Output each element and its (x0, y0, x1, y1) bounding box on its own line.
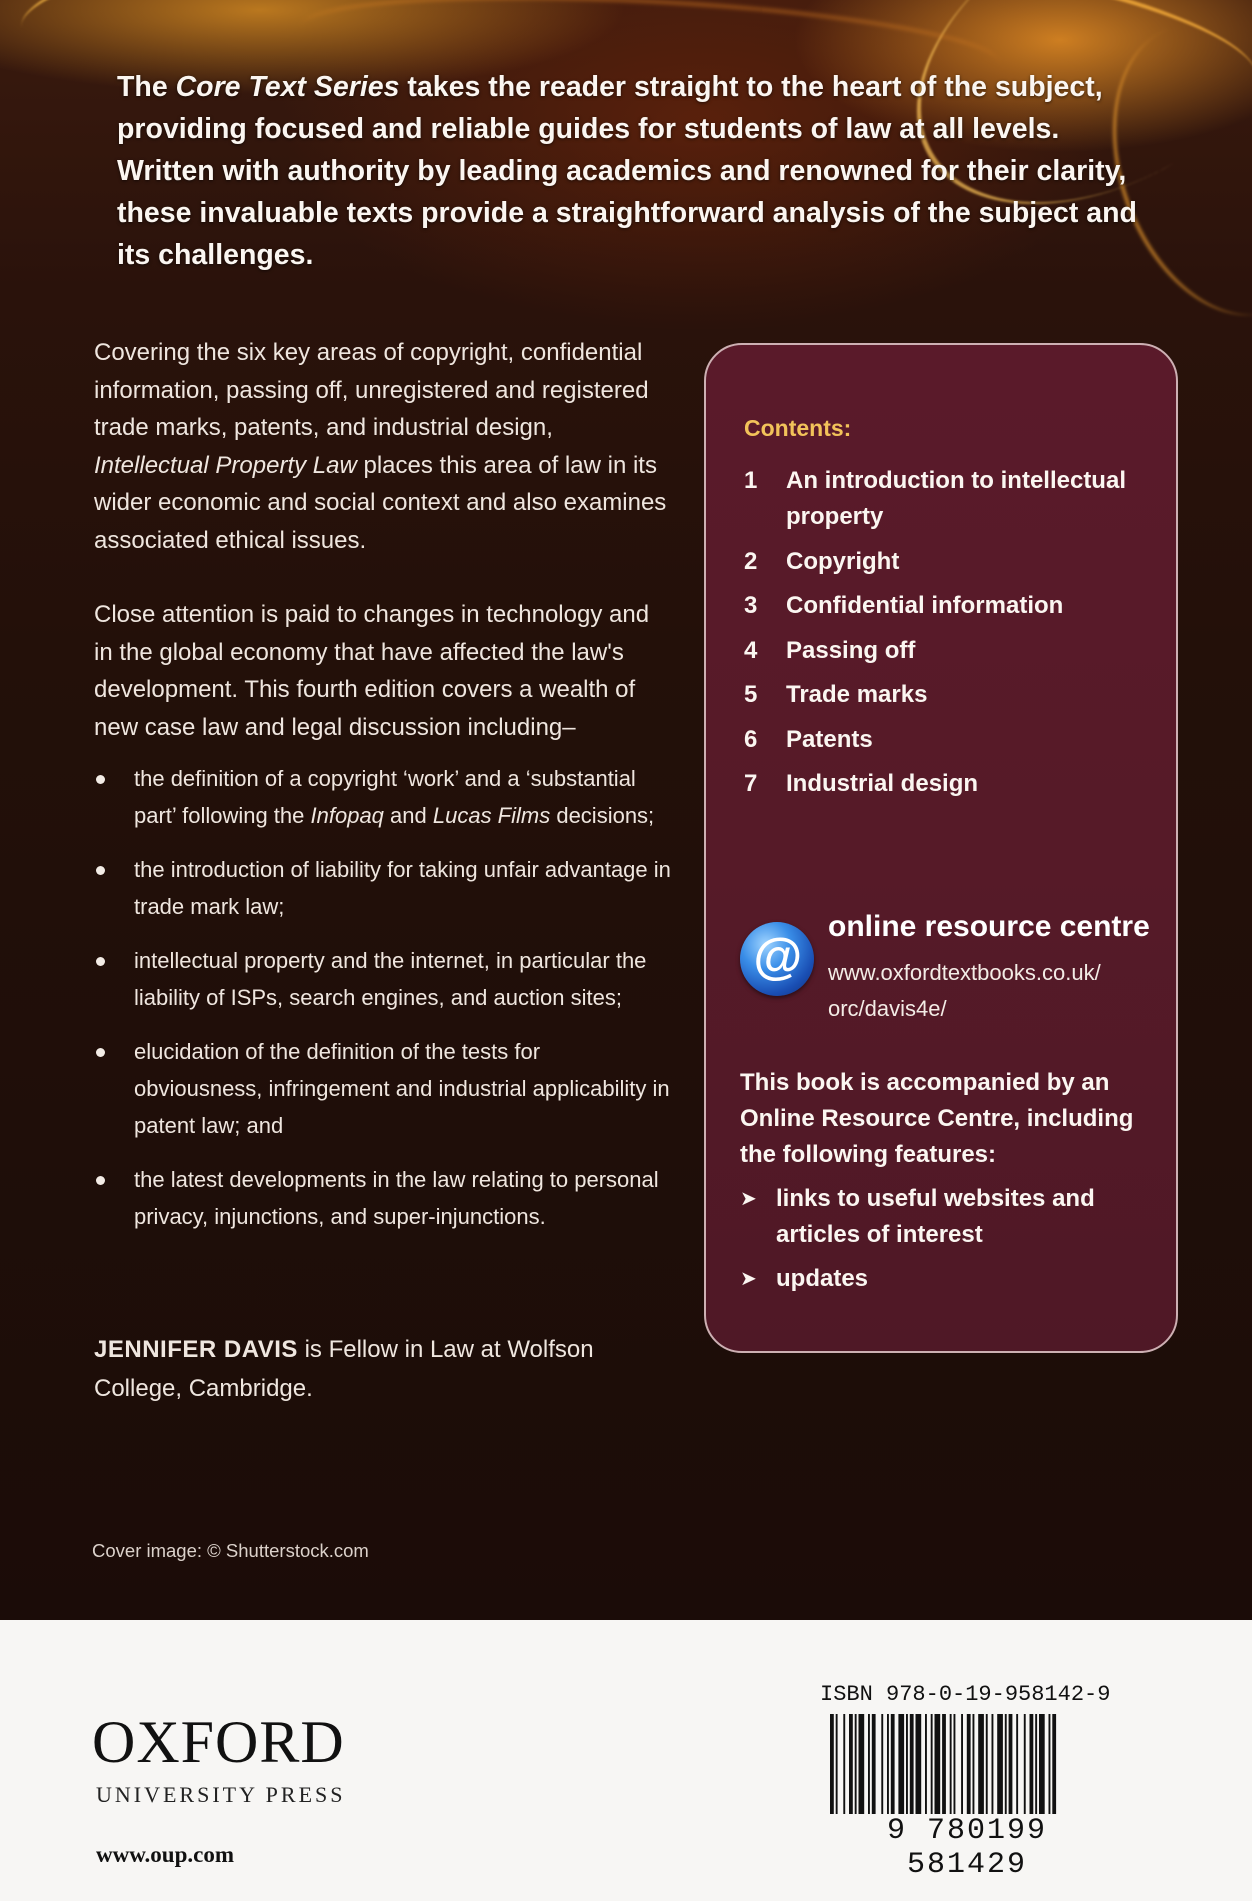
arrow-bullet-icon: ➤ (740, 1188, 757, 1210)
contents-title: Contents: (744, 415, 852, 441)
bullet-icon (96, 1048, 105, 1057)
book-title: Intellectual Property Law (94, 451, 357, 479)
list-item: ➤ updates (740, 1261, 1160, 1297)
bullet-list (94, 760, 674, 1235)
isbn-label: ISBN 978-0-19-958142-9 (820, 1682, 1111, 1707)
list-item: the definition of a copyright ‘work’ and a ‘substantial part’ following the Infopaq and Lucas Films decisions; (94, 760, 674, 834)
bullet-icon (96, 1176, 105, 1185)
list-item: the latest developments in the law relating to personal privacy, injunctions, and super-injunctions. (94, 1161, 674, 1235)
list-item: 6 Patents (744, 725, 873, 753)
bullet-icon (96, 775, 105, 784)
contents-panel (704, 343, 1178, 1353)
online-resource-centre (740, 910, 1160, 1030)
bullet-icon (96, 866, 105, 875)
description-paragraph-2: Close attention is paid to changes in technology and in the global economy that have affected the law's development. This fourth edition covers a wealth of new case law and legal discussion including– (94, 601, 650, 741)
list-item: 5 Trade marks (744, 681, 928, 708)
author-name: JENNIFER DAVIS (94, 1336, 298, 1363)
list-item: 7 Industrial design (744, 770, 979, 797)
orc-url: www.oxfordtextbooks.co.uk/ orc/davis4e/ (828, 960, 1101, 1021)
description-paragraph-1: Covering the six key areas of copyright, confidential information, passing off, unregistered and registered trade marks, patents, and industrial design, Intellectual Property Law places this area of law in its wider economic and social context and also examines associated ethical issues. (94, 339, 667, 554)
list-item: 2 Copyright (744, 547, 900, 575)
contents-list (744, 463, 1164, 811)
orc-description: This book is accompanied by an Online Resource Centre, including the following features: (740, 1069, 1134, 1168)
orc-title: online resource centre (828, 910, 1150, 943)
book-description (94, 334, 674, 1252)
at-sign-icon: @ (740, 922, 814, 996)
publisher-subtitle: UNIVERSITY PRESS (96, 1782, 346, 1807)
publisher-logo: OXFORD (92, 1709, 345, 1775)
feature-list (740, 1181, 1160, 1305)
publisher-footer (0, 1620, 1252, 1901)
arrow-bullet-icon: ➤ (740, 1268, 757, 1290)
list-item: 4 Passing off (744, 636, 916, 664)
list-item: the introduction of liability for taking unfair advantage in trade mark law; (94, 851, 674, 925)
author-bio: JENNIFER DAVIS is Fellow in Law at Wolfson College, Cambridge. (94, 1336, 594, 1402)
intro-text: takes the reader straight to the heart of the subject, providing focused and reliable guides for students of law at all levels. Written with authority by leading academics and renowned for their clarity, these invaluable texts provide a straightforward analysis of the subject and its challenges. (117, 71, 1137, 271)
list-item: elucidation of the definition of the tests for obviousness, infringement and industrial applicability in patent law; and (94, 1033, 674, 1144)
publisher-website: www.oup.com (96, 1842, 235, 1867)
list-item: intellectual property and the internet, in particular the liability of ISPs, search engines, and auction sites; (94, 942, 674, 1016)
list-item: 1 An introduction to intellectual property (744, 467, 1126, 530)
series-intro (117, 66, 1137, 276)
bullet-icon (96, 957, 105, 966)
list-item: 3 Confidential information (744, 592, 1064, 619)
series-name: Core Text Series (175, 71, 400, 103)
cover-image-credit: Cover image: © Shutterstock.com (92, 1540, 369, 1561)
intro-text: The (117, 71, 176, 103)
barcode-digits: 9 780199 581429 (820, 1814, 1114, 1882)
list-item: ➤ links to useful websites and articles of interest (740, 1181, 1160, 1253)
